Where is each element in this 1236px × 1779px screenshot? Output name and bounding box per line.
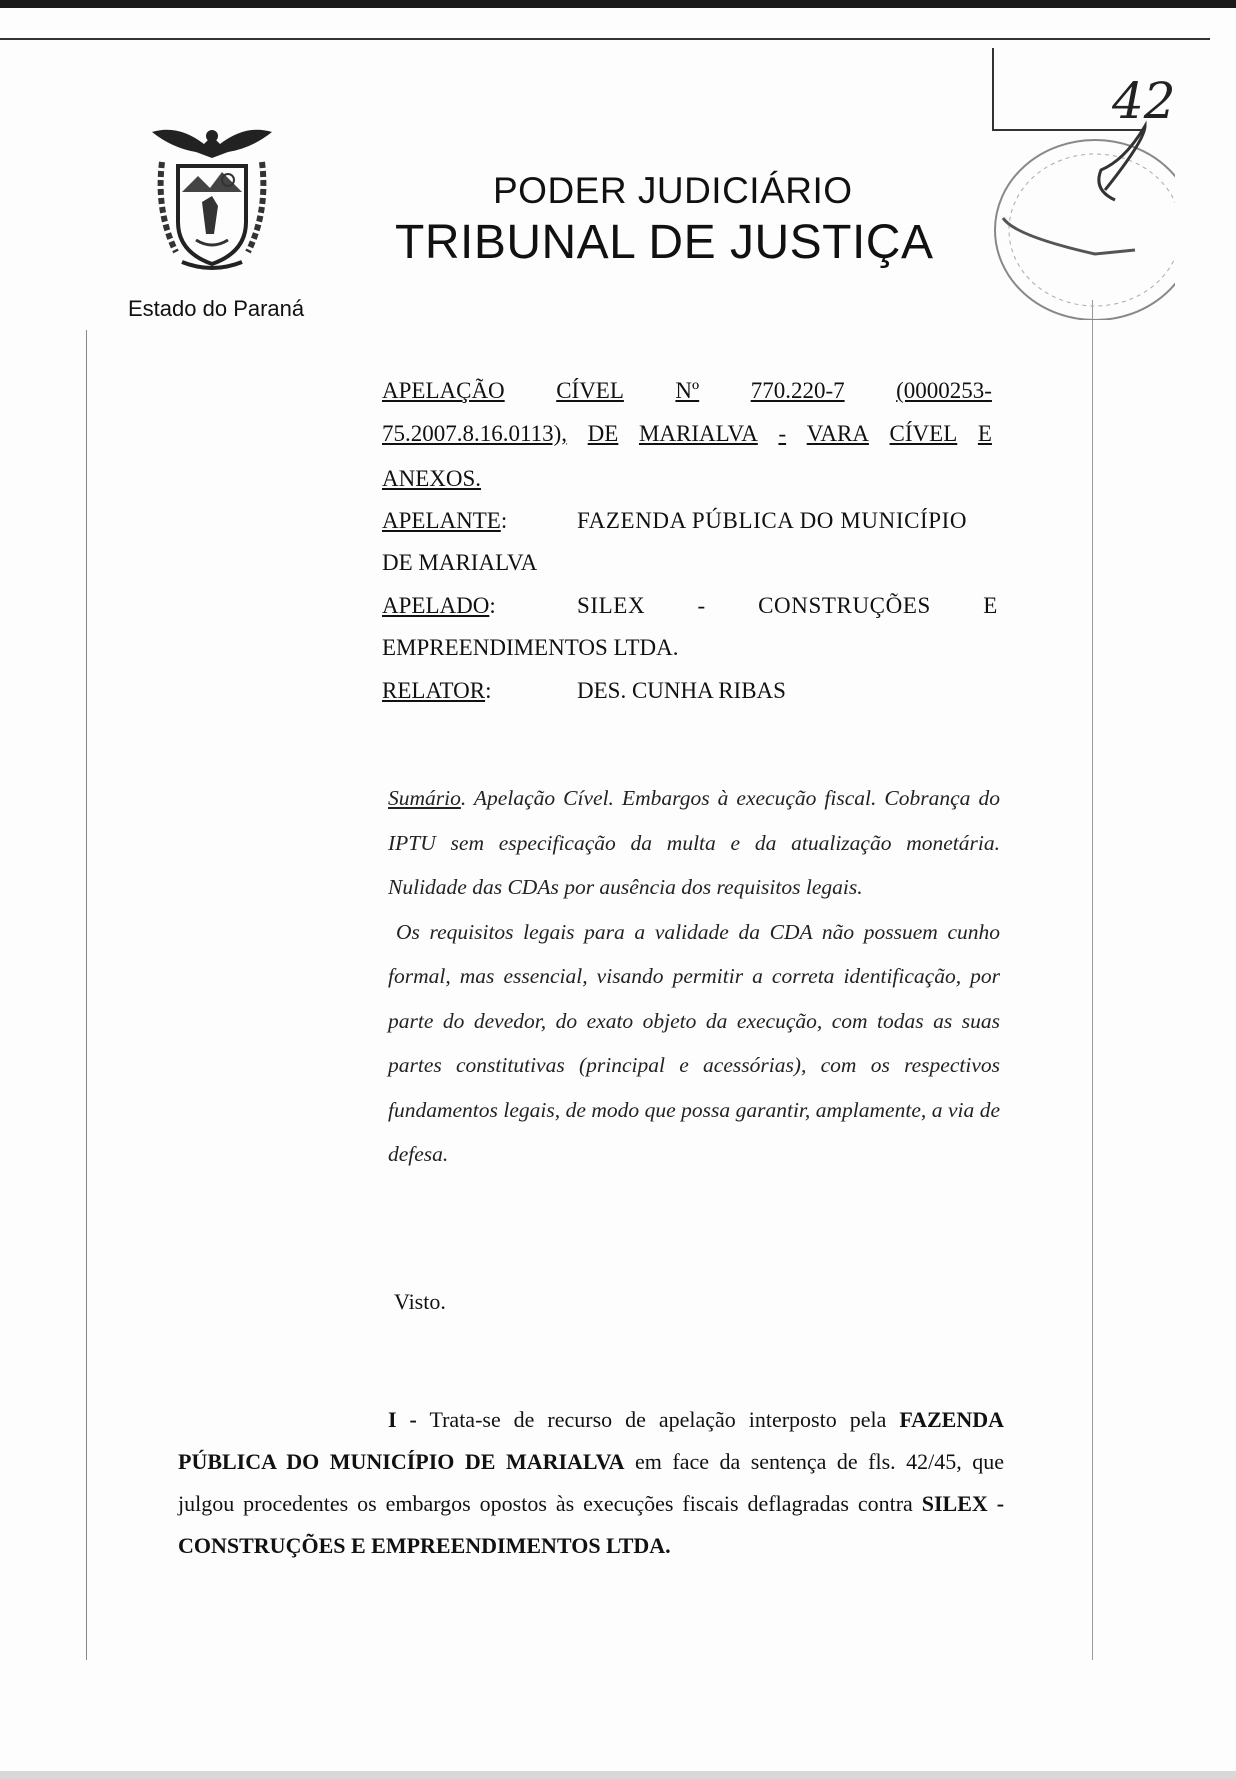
caption-word: 770.220-7 <box>750 378 845 403</box>
appellant-value-cont: DE MARIALVA <box>382 550 538 575</box>
rapporteur-value: DES. CUNHA RIBAS <box>577 678 786 703</box>
scan-top-border <box>0 0 1236 8</box>
appellee-party-name: SILEX - CONSTRUÇÕES E EMPREENDIMENTOS LTDA. <box>178 1491 1005 1558</box>
left-margin-line <box>86 330 87 1660</box>
appellant-label: APELANTE <box>382 508 501 533</box>
appellee-label: APELADO <box>382 593 490 618</box>
body-text-b: em face da sentença de fls. 42/45, que julgou procedentes os embargos opostos às execuções fiscais deflagradas contra <box>178 1449 1005 1516</box>
caption-word: Nº <box>675 378 700 403</box>
caption-word: (0000253- <box>896 378 992 403</box>
caption-word: CÍVEL <box>556 378 624 403</box>
right-margin-line <box>1092 300 1093 1660</box>
appellee-row: APELADO: SILEX - CONSTRUÇÕES E <box>382 593 998 618</box>
caption-word: VARA <box>806 421 869 446</box>
caption-word: APELAÇÃO <box>382 378 505 403</box>
summary-label: Sumário <box>388 786 461 810</box>
appellant-party-name: FAZENDA PÚBLICA DO MUNICÍPIO DE MARIALVA <box>178 1407 1005 1474</box>
appellant-row: APELANTE: FAZENDA PÚBLICA DO MUNICÍPIO <box>382 508 968 533</box>
summary-block: Sumário. Apelação Cível. Embargos à execução fiscal. Cobrança do IPTU sem especificação da multa e da atualização monetária. Nulidade das CDAs por ausência dos requisitos legais. Os requisitos legais para a validade da CDA não possuem cunho formal, mas essencial, visando permitir a correta identificação, por parte do devedor, do exato objeto da execução, com todas as suas partes constitutivas (principal e acessórias), com os respectivos fundamentos legais, de modo que possa garantir, amplamente, a via de defesa. <box>388 776 1000 1177</box>
rapporteur-row: RELATOR: DES. CUNHA RIBAS <box>382 678 786 703</box>
visto-heading: Visto. <box>394 1289 446 1314</box>
scan-bottom-border <box>0 1771 1236 1779</box>
caption-title-line-2 <box>382 421 992 447</box>
caption-title-line-1 <box>382 378 992 404</box>
coat-of-arms-icon <box>148 122 276 278</box>
caption-word: - <box>778 421 787 446</box>
appellee-value-cont: EMPREENDIMENTOS LTDA. <box>382 635 679 660</box>
caption-word: 75.2007.8.16.0113), <box>382 421 568 446</box>
power-label: PODER JUDICIÁRIO <box>493 170 853 211</box>
body-text-a: Trata-se de recurso de apelação interposto pela <box>429 1407 887 1432</box>
appellant-value: FAZENDA PÚBLICA DO MUNICÍPIO <box>577 508 968 533</box>
state-label: Estado do Paraná <box>128 296 305 321</box>
caption-word: MARIALVA <box>638 421 758 446</box>
caption-word: DE <box>587 421 619 446</box>
court-title: TRIBUNAL DE JUSTIÇA <box>395 216 934 269</box>
appellee-value: SILEX - CONSTRUÇÕES E <box>577 593 998 618</box>
page-folio-number: 42 <box>1112 72 1176 130</box>
rapporteur-label: RELATOR <box>382 678 486 703</box>
summary-paragraph-1: Apelação Cível. Embargos à execução fiscal. Cobrança do IPTU sem especificação da multa e da atualização monetária. Nulidade das CDAs por ausência dos requisitos legais. <box>388 786 1000 899</box>
body-paragraph <box>178 1399 1004 1567</box>
caption-title-line-3: ANEXOS. <box>382 466 482 491</box>
caption-word: E <box>977 421 992 446</box>
summary-paragraph-2: Os requisitos legais para a validade da CDA não possuem cunho formal, mas essencial, visando permitir a correta identificação, por parte do devedor, do exato objeto da execução, com todas as suas partes constitutivas (principal e acessórias), com os respectivos fundamentos legais, de modo que possa garantir, amplamente, a via de defesa. <box>388 919 1000 1166</box>
caption-word: CÍVEL <box>889 421 958 446</box>
section-numeral: I - <box>388 1407 417 1432</box>
